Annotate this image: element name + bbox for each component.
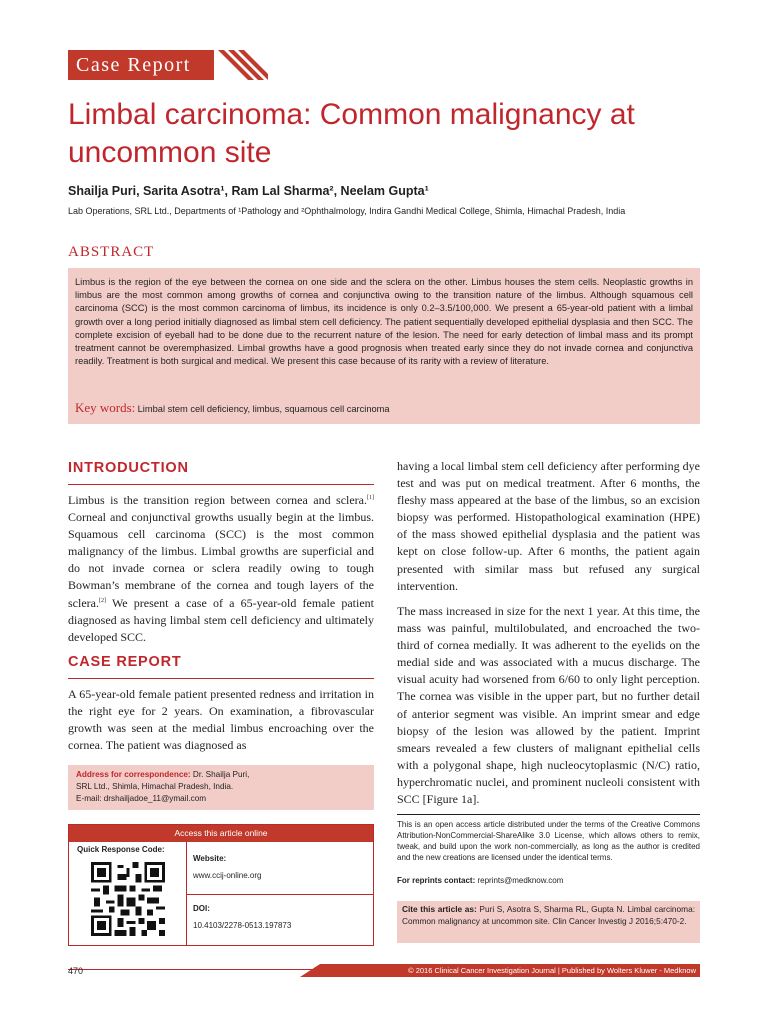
access-divider — [187, 894, 373, 895]
right-col-para-2: The mass increased in size for the next 1 year. At this time, the mass was painful, multilobulated, and encroached the two-third of cornea medially. It was adherent to the eyelids on the medial side and was associated with a mucus discharge. The visual acuity had worsened from 6/60 to only light perception. The cornea was visible in the upper part, but no further detail of anterior segment was visible. An imprint smear and edge biopsy of the lesion was allowed by the patient. Imprint smears revealed a few clusters of malignant epithelial cells with a polygonal shape, high nucleocytoplasmic (N/C) ratio, hyperchromatic nuclei, and prominent nucleoli consistent with SCC [Figure 1a]. — [397, 604, 700, 807]
correspondence-label: Address for correspondence: — [76, 770, 191, 779]
qr-code-icon[interactable] — [91, 857, 165, 941]
intro-text-part: We present a case of a 65-year-old female patient diagnosed as having limbal stem cell deficiency and ultimately developed SCC. — [68, 595, 374, 644]
correspondence-line — [76, 769, 366, 781]
reprints-contact — [397, 876, 563, 885]
keywords-text: Limbal stem cell deficiency, limbus, squamous cell carcinoma — [137, 404, 390, 414]
article-type-label: Case Report — [68, 50, 214, 80]
doi-link[interactable]: 10.4103/2278-0513.197873 — [193, 921, 292, 930]
right-col-para-1: having a local limbal stem cell deficiency after performing dye test and was put on medical treatment. After 6 months, the fleshy mass appeared at the base of the limbus, so an excision biopsy was performed. Histopathological examination (HPE) of the mass showed epithelial dysplasia and the patient was kept on close follow-up. After 6 months, the patient again presented with similar mass but refused any surgical intervention. — [397, 459, 700, 593]
case-report-text: A 65-year-old female patient presented redness and irritation in the right eye for 2 years. On examination, a fibrovascular growth was seen at the medial limbus encroaching over the cornea. The patient was diagnosed as — [68, 687, 374, 753]
qr-label: Quick Response Code: — [77, 845, 165, 854]
page-number: 470 — [68, 966, 84, 976]
case-report-heading: CASE REPORT — [68, 654, 182, 670]
keywords-label: Key words: — [75, 400, 136, 415]
reprints-email[interactable]: reprints@medknow.com — [475, 876, 564, 885]
introduction-rule — [68, 484, 374, 485]
intro-text-part: Limbus is the transition region between cornea and sclera. — [68, 493, 367, 507]
footer-bar: © 2016 Clinical Cancer Investigation Journal | Published by Wolters Kluwer - Medknow — [320, 964, 700, 977]
author-list: Shailja Puri, Sarita Asotra¹, Ram Lal Sharma², Neelam Gupta¹ — [68, 184, 429, 198]
abstract-heading: ABSTRACT — [68, 244, 155, 260]
correspondence-name: Dr. Shailja Puri, — [190, 770, 250, 779]
reference-link[interactable]: [1] — [367, 495, 374, 501]
keywords — [75, 400, 390, 416]
citation-box — [397, 901, 700, 943]
introduction-text — [68, 492, 374, 646]
access-online-box — [68, 824, 374, 946]
article-title: Limbal carcinoma: Common malignancy at uncommon site — [68, 98, 635, 169]
case-report-rule — [68, 678, 374, 679]
citation-text: Puri S, Asotra S, Sharma RL, Gupta N. Limbal carcinoma: Common malignancy at uncommon site. Clin Cancer Investig J 2016;5:470-2. — [402, 904, 695, 926]
access-heading: Access this article online — [69, 825, 373, 842]
intro-text-part: Corneal and conjunctival growths usually begin at the limbus. Squamous cell carcinoma (SCC) is the most common malignancy of the limbus. Limbal growths are superficial and do not invade cornea or sclera readily owing to tough Bowman’s membrane of the cornea and tough layers of the sclera. — [68, 510, 374, 610]
correspondence-box — [68, 765, 374, 810]
qr-column — [69, 842, 187, 945]
doi-label: DOI: — [193, 904, 210, 913]
footer-bar-edge — [300, 964, 320, 977]
abstract-text: Limbus is the region of the eye between the cornea on one side and the sclera on the other. Limbus houses the stem cells. Neoplastic growths in limbus are the most common among growths of cornea and conjunctiva owing to the transition nature of the limbus. Although squamous cell carcinoma (SCC) is the most common carcinoma of limbus, its incidence is only 0.2–3.5/100,000. We present a 65-year-old patient with a limbal growth over a long period initially diagnosed as limbal stem cell deficiency. The patient sequentially developed epithelial dysplasia and then SCC. The complete excision of eyeball had to be done due to the recurrent nature of the lesion. The need for early detection of limbal mass and its prompt treatment cannot be overemphasized. Limbal growths have a good prognosis when treated early since they do not invade cornea and conjunctiva readily. Treatment is both surgical and medical. We present this case because of its rarity with a review of literature. — [75, 277, 693, 367]
reprints-label: For reprints contact: — [397, 876, 476, 885]
website-link[interactable]: www.ccij-online.org — [193, 871, 262, 880]
website-label: Website: — [193, 854, 227, 863]
correspondence-email[interactable]: E-mail: drshailjadoe_11@ymail.com — [76, 794, 207, 803]
affiliation: Lab Operations, SRL Ltd., Departments of ¹Pathology and ²Ophthalmology, Indira Gandhi Medical College, Shimla, Himachal Pradesh, India — [68, 206, 626, 216]
banner-stripes-decoration — [218, 50, 268, 80]
citation-label: Cite this article as: — [402, 904, 477, 914]
introduction-heading: INTRODUCTION — [68, 460, 189, 476]
reference-link[interactable]: [2] — [98, 597, 106, 604]
correspondence-address: SRL Ltd., Shimla, Himachal Pradesh, India. — [76, 782, 234, 791]
open-access-notice: This is an open access article distributed under the terms of the Creative Commons Attribution-NonCommercial-ShareAlike 3.0 License, which allows others to remix, tweak, and build upon the work non-commercially, as long as the author is credited and the new creations are licensed under the identical terms. — [397, 814, 700, 863]
article-type-banner — [68, 50, 268, 80]
